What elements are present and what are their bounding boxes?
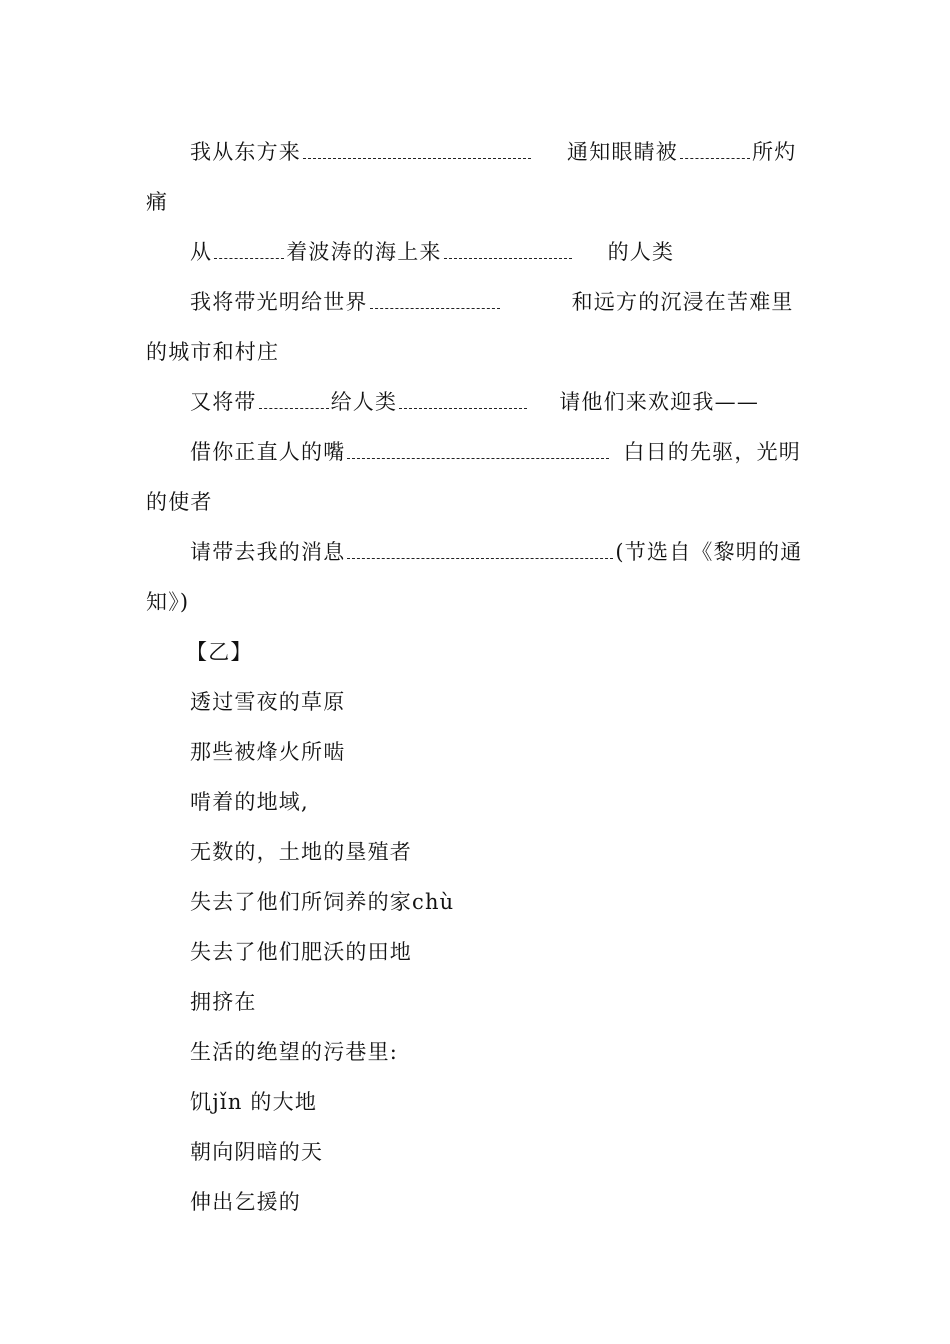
text-fragment: 我将带光明给世界 [190,290,368,314]
fill-blank[interactable] [444,244,572,259]
poem-line [190,288,794,316]
poem-b-line: 饥jǐn 的大地 [190,1090,318,1114]
text-fragment: 和远方的沉浸在苦难里 [571,290,794,314]
fill-blank[interactable] [399,394,527,409]
poem-line-wrap: 知》) [146,590,190,614]
fill-blank[interactable] [303,144,531,159]
text-fragment: 请带去我的消息 [190,540,346,564]
poem-b-line: 那些被烽火所啮 [190,740,346,764]
text-fragment: (节选自《黎明的通 [615,540,803,564]
text-fragment: 又将带 [190,390,257,414]
text-fragment: 我从东方来 [190,140,301,164]
poem-line [190,438,801,466]
fill-blank[interactable] [347,444,609,459]
poem-b-line: 生活的绝望的污巷里: [190,1040,399,1064]
text-fragment: 着波涛的海上来 [286,240,442,264]
poem-line [190,388,759,416]
fill-blank[interactable] [259,394,329,409]
poem-b-line: 失去了他们所饲养的家chù [190,890,455,914]
text-fragment: 通知眼睛被 [567,140,678,164]
poem-line [190,138,796,166]
poem-line [190,238,674,266]
poem-line [190,538,802,566]
poem-b-line: 朝向阴暗的天 [190,1140,324,1164]
text-fragment: 白日的先驱，光明 [623,440,802,464]
text-fragment: 从 [190,240,213,264]
fill-blank[interactable] [347,544,613,559]
poem-b-line: 失去了他们肥沃的田地 [190,940,412,964]
fill-blank[interactable] [370,294,500,309]
poem-b-line: 拥挤在 [190,990,257,1014]
poem-line-wrap: 的使者 [146,490,213,514]
text-fragment: 给人类 [330,390,398,414]
poem-b-line: 伸出乞援的 [190,1190,301,1214]
section-label: 【乙】 [186,640,253,664]
poem-line-wrap: 的城市和村庄 [146,340,280,364]
fill-blank[interactable] [680,144,750,159]
text-fragment: 所灼 [752,140,797,164]
poem-line-wrap: 痛 [146,190,169,214]
poem-b-line: 无数的，土地的垦殖者 [190,840,412,864]
poem-b-line: 啃着的地域, [190,790,309,814]
text-fragment: 请他们来欢迎我—— [559,390,760,414]
text-fragment: 的人类 [607,240,675,264]
text-fragment: 借你正直人的嘴 [190,440,346,464]
fill-blank[interactable] [214,244,284,259]
poem-b-line: 透过雪夜的草原 [190,690,346,714]
